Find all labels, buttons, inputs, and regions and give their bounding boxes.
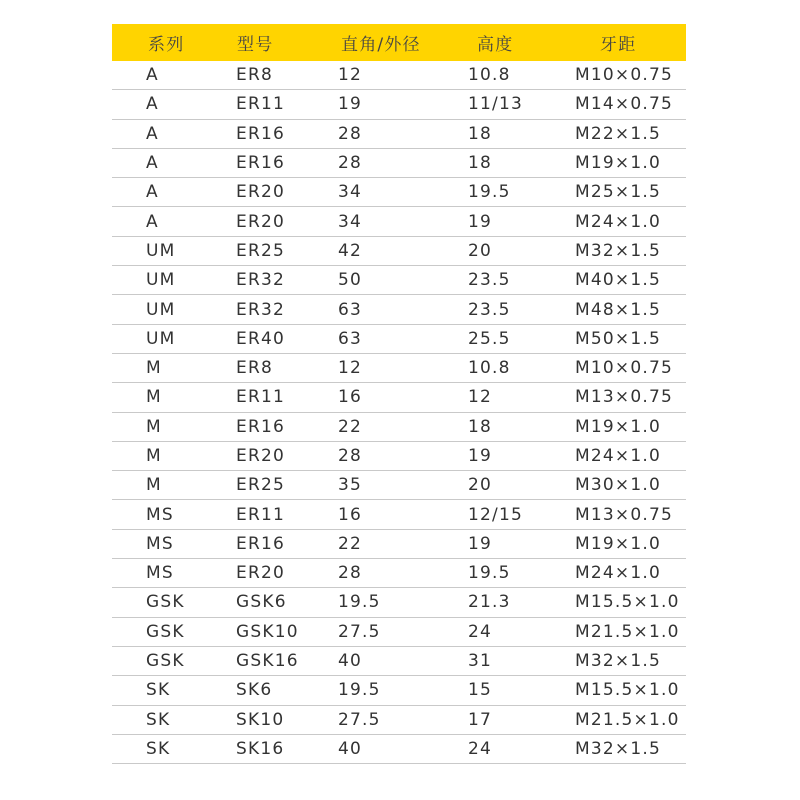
cell-model: ER11: [236, 94, 285, 115]
cell-height: 23.5: [468, 270, 511, 291]
table-row: [112, 442, 686, 471]
cell-thread-pitch: M32×1.5: [575, 651, 661, 672]
cell-series: UM: [146, 299, 176, 320]
table-row: [112, 325, 686, 354]
cell-series: UM: [146, 328, 176, 349]
header-diameter: 直角/外径: [341, 35, 421, 55]
cell-series: A: [146, 65, 159, 86]
cell-series: UM: [146, 240, 176, 261]
cell-model: GSK10: [236, 621, 299, 642]
cell-diameter: 19.5: [338, 680, 381, 701]
cell-model: ER16: [236, 533, 285, 554]
cell-height: 18: [468, 153, 493, 174]
cell-height: 19.5: [468, 563, 511, 584]
cell-thread-pitch: M50×1.5: [575, 328, 661, 349]
cell-height: 24: [468, 738, 493, 759]
table-row: [112, 237, 686, 266]
cell-series: SK: [146, 680, 171, 701]
cell-model: ER20: [236, 182, 285, 203]
cell-diameter: 19.5: [338, 592, 381, 613]
cell-diameter: 50: [338, 270, 363, 291]
cell-model: SK10: [236, 709, 285, 730]
cell-height: 25.5: [468, 328, 511, 349]
cell-diameter: 16: [338, 387, 363, 408]
cell-series: MS: [146, 533, 174, 554]
table-row: [112, 413, 686, 442]
cell-thread-pitch: M15.5×1.0: [575, 680, 680, 701]
cell-model: ER8: [236, 358, 273, 379]
cell-height: 19: [468, 446, 493, 466]
cell-diameter: 28: [338, 563, 363, 584]
cell-thread-pitch: M24×1.0: [575, 446, 661, 466]
cell-series: M: [146, 475, 162, 496]
cell-height: 18: [468, 123, 493, 144]
cell-series: A: [146, 94, 159, 115]
cell-thread-pitch: M19×1.0: [575, 533, 661, 554]
cell-diameter: 63: [338, 328, 363, 349]
cell-thread-pitch: M19×1.0: [575, 153, 661, 174]
cell-thread-pitch: M21.5×1.0: [575, 709, 680, 730]
table-row: [112, 383, 686, 412]
cell-series: MS: [146, 563, 174, 584]
cell-thread-pitch: M14×0.75: [575, 94, 673, 115]
cell-series: A: [146, 182, 159, 203]
cell-model: GSK16: [236, 651, 299, 672]
cell-diameter: 12: [338, 358, 363, 379]
cell-model: ER32: [236, 270, 285, 291]
cell-model: ER25: [236, 475, 285, 496]
table-row: [112, 559, 686, 588]
cell-model: ER20: [236, 211, 285, 232]
cell-diameter: 28: [338, 123, 363, 144]
cell-diameter: 27.5: [338, 709, 381, 730]
table-row: [112, 647, 686, 676]
cell-diameter: 35: [338, 475, 363, 496]
table-row: [112, 676, 686, 705]
cell-thread-pitch: M48×1.5: [575, 299, 661, 320]
table-row: [112, 207, 686, 236]
cell-thread-pitch: M13×0.75: [575, 387, 673, 408]
cell-model: ER8: [236, 65, 273, 86]
cell-diameter: 34: [338, 182, 363, 203]
cell-model: ER25: [236, 240, 285, 261]
cell-height: 11/13: [468, 94, 523, 115]
cell-height: 24: [468, 621, 493, 642]
cell-model: SK6: [236, 680, 273, 701]
cell-diameter: 27.5: [338, 621, 381, 642]
cell-thread-pitch: M22×1.5: [575, 123, 661, 144]
cell-height: 17: [468, 709, 493, 730]
cell-height: 10.8: [468, 65, 511, 86]
cell-series: GSK: [146, 621, 185, 642]
cell-diameter: 34: [338, 211, 363, 232]
cell-height: 18: [468, 416, 493, 437]
cell-series: GSK: [146, 651, 185, 672]
cell-height: 12/15: [468, 504, 523, 525]
table-row: [112, 61, 686, 90]
table-row: [112, 354, 686, 383]
cell-model: GSK6: [236, 592, 287, 613]
cell-thread-pitch: M10×0.75: [575, 358, 673, 379]
cell-diameter: 12: [338, 65, 363, 86]
cell-model: ER11: [236, 504, 285, 525]
cell-thread-pitch: M15.5×1.0: [575, 592, 680, 613]
cell-thread-pitch: M24×1.0: [575, 211, 661, 232]
header-thread-pitch: 牙距: [600, 35, 637, 55]
cell-series: SK: [146, 738, 171, 759]
table-body: [112, 61, 686, 764]
cell-height: 10.8: [468, 358, 511, 379]
cell-thread-pitch: M13×0.75: [575, 504, 673, 525]
cell-series: M: [146, 416, 162, 437]
cell-diameter: 40: [338, 651, 363, 672]
spec-table: [112, 24, 686, 764]
cell-diameter: 16: [338, 504, 363, 525]
cell-series: M: [146, 446, 162, 466]
cell-model: SK16: [236, 738, 285, 759]
cell-series: UM: [146, 270, 176, 291]
cell-diameter: 63: [338, 299, 363, 320]
cell-height: 19.5: [468, 182, 511, 203]
table-row: [112, 266, 686, 295]
cell-series: GSK: [146, 592, 185, 613]
cell-thread-pitch: M32×1.5: [575, 738, 661, 759]
cell-height: 20: [468, 240, 493, 261]
cell-thread-pitch: M24×1.0: [575, 563, 661, 584]
table-header: [112, 24, 686, 61]
header-model: 型号: [237, 35, 274, 55]
table-row: [112, 588, 686, 617]
header-height: 高度: [477, 35, 514, 55]
cell-series: M: [146, 358, 162, 379]
cell-diameter: 42: [338, 240, 363, 261]
table-row: [112, 530, 686, 559]
cell-height: 19: [468, 211, 493, 232]
cell-model: ER20: [236, 563, 285, 584]
cell-diameter: 22: [338, 533, 363, 554]
table-row: [112, 471, 686, 500]
cell-diameter: 28: [338, 153, 363, 174]
table-row: [112, 120, 686, 149]
cell-thread-pitch: M21.5×1.0: [575, 621, 680, 642]
cell-height: 12: [468, 387, 493, 408]
cell-diameter: 19: [338, 94, 363, 115]
cell-series: A: [146, 153, 159, 174]
cell-thread-pitch: M30×1.0: [575, 475, 661, 496]
table-row: [112, 618, 686, 647]
cell-thread-pitch: M25×1.5: [575, 182, 661, 203]
cell-series: MS: [146, 504, 174, 525]
cell-series: SK: [146, 709, 171, 730]
table-row: [112, 735, 686, 764]
cell-thread-pitch: M40×1.5: [575, 270, 661, 291]
cell-thread-pitch: M19×1.0: [575, 416, 661, 437]
cell-height: 23.5: [468, 299, 511, 320]
cell-height: 21.3: [468, 592, 511, 613]
cell-series: M: [146, 387, 162, 408]
cell-model: ER32: [236, 299, 285, 320]
cell-model: ER40: [236, 328, 285, 349]
cell-height: 20: [468, 475, 493, 496]
cell-model: ER11: [236, 387, 285, 408]
cell-model: ER16: [236, 416, 285, 437]
cell-model: ER16: [236, 153, 285, 174]
cell-diameter: 28: [338, 446, 363, 466]
cell-thread-pitch: M10×0.75: [575, 65, 673, 86]
table-row: [112, 706, 686, 735]
table-row: [112, 500, 686, 529]
cell-thread-pitch: M32×1.5: [575, 240, 661, 261]
cell-series: A: [146, 123, 159, 144]
table-row: [112, 149, 686, 178]
cell-series: A: [146, 211, 159, 232]
cell-model: ER20: [236, 446, 285, 466]
cell-model: ER16: [236, 123, 285, 144]
table-row: [112, 178, 686, 207]
cell-height: 15: [468, 680, 493, 701]
cell-height: 31: [468, 651, 493, 672]
cell-diameter: 40: [338, 738, 363, 759]
table-row: [112, 90, 686, 119]
cell-height: 19: [468, 533, 493, 554]
header-series: 系列: [148, 35, 185, 55]
table-row: [112, 295, 686, 324]
cell-diameter: 22: [338, 416, 363, 437]
